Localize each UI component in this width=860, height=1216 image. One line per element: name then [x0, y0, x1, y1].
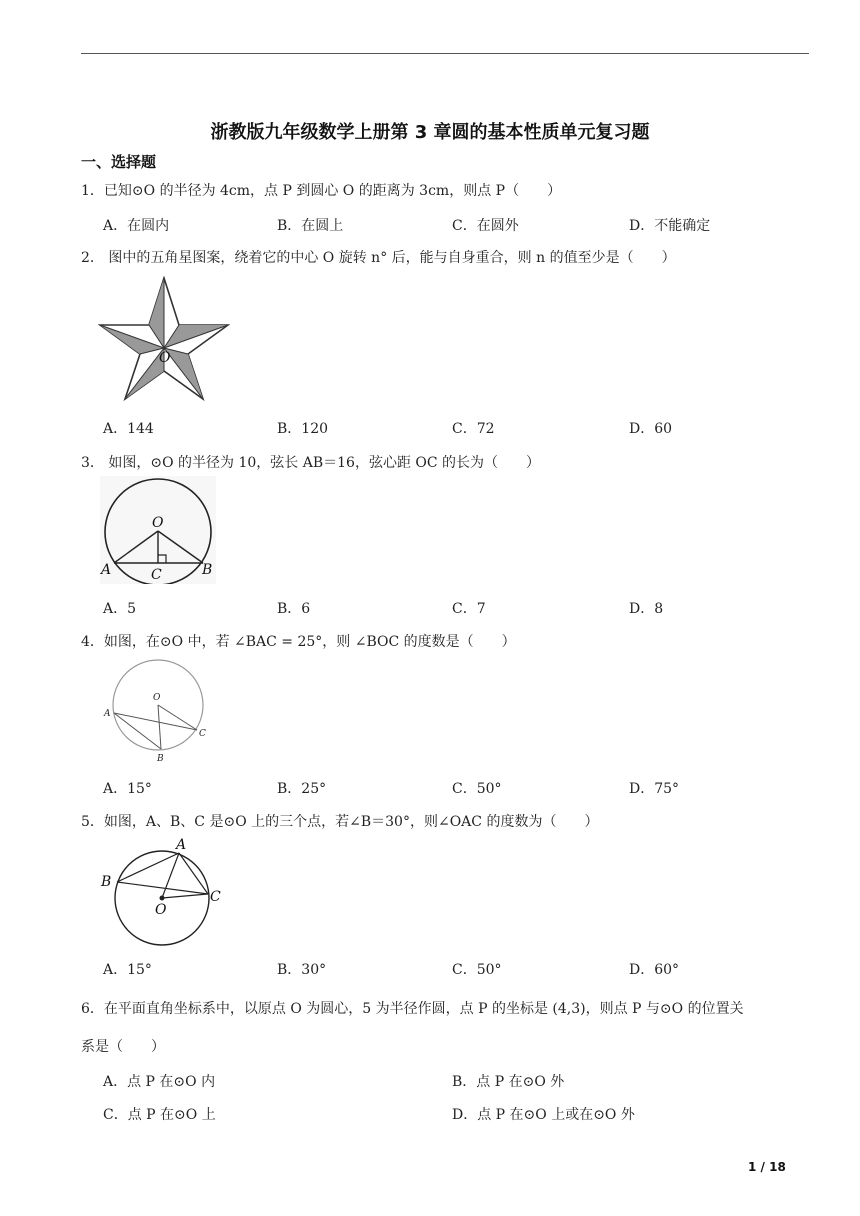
chord-figure — [100, 476, 216, 584]
question-2-option-a: A．144 — [103, 421, 154, 437]
angle-label-b: B — [157, 754, 164, 764]
question-6-stem-line-1: 6．在平面直角坐标系中，以原点 O 为圆心，5 为半径作圆，点 P 的坐标是 (4,3)，则点 P 与⊙O 的位置关 — [81, 1001, 744, 1017]
question-5-option-d: D．60° — [629, 962, 680, 978]
question-5-option-c: C．50° — [452, 962, 502, 978]
question-3-option-a: A．5 — [103, 601, 137, 617]
angle-label-o: O — [153, 693, 161, 703]
question-6-option-d: D．点 P 在⊙O 上或在⊙O 外 — [452, 1107, 635, 1123]
question-6-stem-line-2: 系是（ ） — [81, 1039, 165, 1055]
question-3-option-d: D．8 — [629, 601, 664, 617]
triangle-label-o: O — [155, 902, 167, 918]
question-6-option-a: A．点 P 在⊙O 内 — [103, 1074, 216, 1090]
star-center-label: O — [159, 350, 171, 366]
triangle-label-c: C — [210, 889, 221, 905]
question-1-option-a: A．在圆内 — [103, 218, 170, 234]
angle-label-c: C — [199, 729, 206, 739]
header-rule — [81, 53, 809, 54]
page-number: 1 / 18 — [748, 1160, 786, 1174]
question-5-stem: 5．如图，A、B、C 是⊙O 上的三个点，若∠B＝30°，则∠OAC 的度数为（ ） — [81, 814, 599, 830]
question-1-stem: 1．已知⊙O 的半径为 4cm，点 P 到圆心 O 的距离为 3cm，则点 P（ ） — [81, 183, 562, 199]
question-2-stem: 2． 图中的五角星图案，绕着它的中心 O 旋转 n° 后，能与自身重合，则 n 的值至少是（ ） — [81, 250, 676, 266]
question-1-option-b: B．在圆上 — [277, 218, 344, 234]
chord-label-c: C — [151, 567, 162, 583]
question-3-option-c: C．7 — [452, 601, 486, 617]
question-3-stem: 3． 如图，⊙O 的半径为 10，弦长 AB＝16，弦心距 OC 的长为（ ） — [81, 455, 541, 471]
document-title: 浙教版九年级数学上册第 3 章圆的基本性质单元复习题 — [210, 122, 650, 143]
question-6-option-b: B．点 P 在⊙O 外 — [452, 1074, 565, 1090]
question-4-stem: 4．如图，在⊙O 中，若 ∠BAC = 25°，则 ∠BOC 的度数是（ ） — [81, 634, 516, 650]
question-2-option-d: D．60 — [629, 421, 673, 437]
triangle-label-a: A — [176, 837, 187, 853]
question-3-option-b: B．6 — [277, 601, 311, 617]
chord-label-o: O — [152, 515, 164, 531]
triangle-circle-figure — [98, 836, 226, 948]
question-2-option-b: B．120 — [277, 421, 329, 437]
triangle-label-b: B — [101, 874, 112, 890]
question-2-option-c: C．72 — [452, 421, 495, 437]
question-1-option-c: C．在圆外 — [452, 218, 519, 234]
section-heading: 一、选择题 — [81, 153, 157, 171]
question-4-option-c: C．50° — [452, 781, 502, 797]
chord-label-a: A — [101, 562, 112, 578]
question-4-option-b: B．25° — [277, 781, 327, 797]
question-5-option-b: B．30° — [277, 962, 327, 978]
star-figure — [98, 276, 230, 402]
question-4-option-d: D．75° — [629, 781, 680, 797]
question-4-option-a: A．15° — [103, 781, 152, 797]
angle-label-a: A — [104, 709, 111, 719]
question-5-option-a: A．15° — [103, 962, 152, 978]
question-6-option-c: C．点 P 在⊙O 上 — [103, 1107, 216, 1123]
question-1-option-d: D．不能确定 — [629, 218, 711, 234]
inscribed-angle-figure — [100, 658, 212, 766]
chord-label-b: B — [202, 562, 213, 578]
